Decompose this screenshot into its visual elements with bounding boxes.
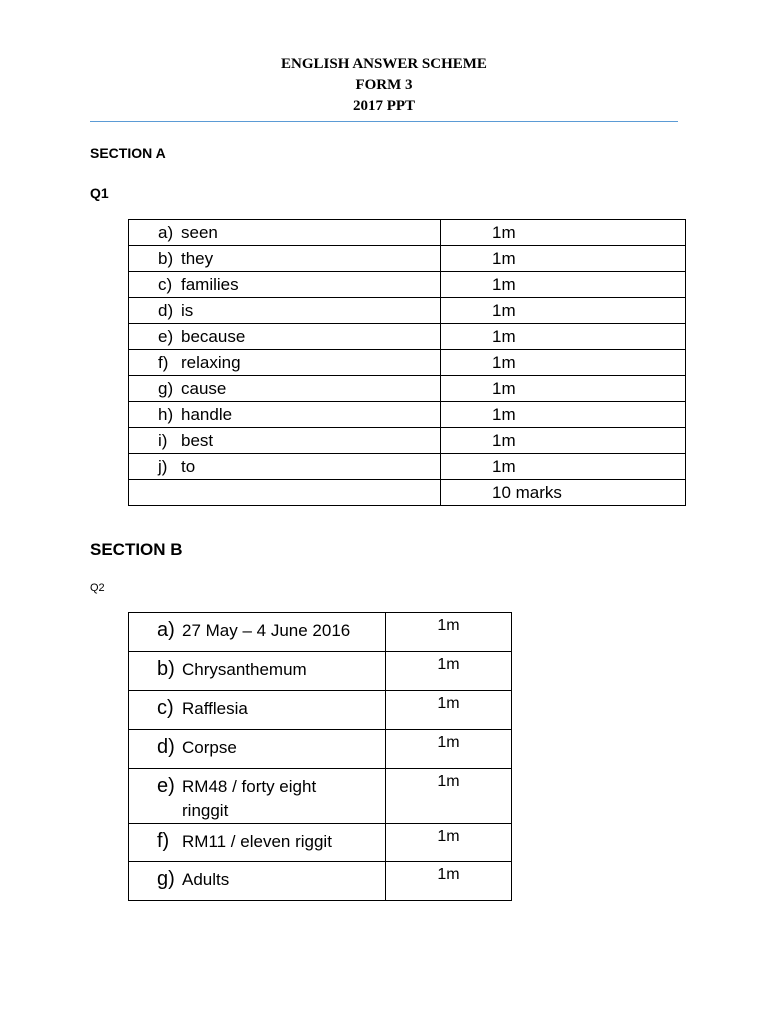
table-row [129, 691, 512, 730]
mark-cell: 1m [386, 824, 512, 862]
item-letter: e) [158, 327, 174, 346]
answer-cell [129, 350, 441, 376]
answer-cell [129, 862, 386, 901]
item-letter: g) [158, 379, 174, 398]
item-letter: d) [158, 301, 174, 320]
table-row [129, 824, 512, 862]
table-row [129, 350, 686, 376]
answer-text: cause [181, 379, 227, 398]
mark-cell: 1m [441, 402, 686, 428]
table-row [129, 220, 686, 246]
item-letter: f) [158, 353, 169, 372]
answer-cell [129, 613, 386, 652]
item-letter: e) [157, 775, 175, 797]
mark-cell: 1m [386, 730, 512, 769]
answer-cell [129, 402, 441, 428]
mark-cell: 1m [386, 613, 512, 652]
answer-cell [129, 376, 441, 402]
answer-text: Chrysanthemum [182, 660, 307, 679]
answer-cell [129, 298, 441, 324]
section-a-heading: SECTION A [90, 145, 166, 161]
item-letter: d) [157, 736, 175, 758]
answer-cell [129, 272, 441, 298]
table-row [129, 324, 686, 350]
mark-cell: 1m [441, 350, 686, 376]
answer-text: RM48 / forty eight [182, 777, 317, 796]
answer-text: Corpse [182, 738, 237, 757]
item-letter: h) [158, 405, 174, 424]
table-row [129, 769, 512, 824]
answer-text-continued: ringgit [182, 801, 229, 820]
mark-cell: 1m [441, 272, 686, 298]
doc-title-line1: ENGLISH ANSWER SCHEME [281, 56, 487, 72]
item-letter: c) [157, 697, 174, 719]
answer-cell [129, 220, 441, 246]
table-row [129, 298, 686, 324]
answer-cell [129, 769, 386, 824]
answer-cell [129, 691, 386, 730]
answer-text: because [181, 327, 246, 346]
mark-cell: 1m [441, 298, 686, 324]
item-letter: a) [158, 223, 174, 242]
table-row [129, 454, 686, 480]
section-b-heading: SECTION B [90, 540, 183, 559]
answer-text: to [181, 457, 196, 476]
table-row [129, 246, 686, 272]
table-row [129, 428, 686, 454]
item-letter: j) [158, 457, 168, 476]
answer-text: RM11 / eleven riggit [182, 832, 332, 851]
table-row [129, 402, 686, 428]
answer-cell [129, 652, 386, 691]
answer-cell [129, 246, 441, 272]
mark-cell: 1m [441, 428, 686, 454]
item-letter: c) [158, 275, 173, 294]
doc-title-line3: 2017 PPT [352, 98, 416, 114]
item-letter: i) [158, 431, 168, 450]
answer-text: seen [181, 223, 218, 242]
answer-text: 27 May – 4 June 2016 [182, 621, 351, 640]
answer-text: they [181, 249, 214, 268]
mark-cell: 1m [441, 246, 686, 272]
q1-answer-table [128, 219, 686, 506]
mark-cell: 1m [441, 376, 686, 402]
item-letter: b) [157, 658, 175, 680]
q2-answer-table [128, 612, 512, 901]
mark-cell: 1m [386, 691, 512, 730]
table-row [129, 862, 512, 901]
mark-cell: 1m [441, 220, 686, 246]
table-row [129, 730, 512, 769]
answer-cell [129, 730, 386, 769]
answer-text: handle [181, 405, 233, 424]
item-letter: b) [158, 249, 174, 268]
empty-cell [129, 480, 441, 506]
answer-text: is [181, 301, 194, 320]
table-row [129, 376, 686, 402]
q1-label: Q1 [90, 185, 109, 201]
mark-cell: 1m [441, 324, 686, 350]
answer-cell [129, 824, 386, 862]
total-row [129, 480, 686, 506]
mark-cell: 1m [386, 862, 512, 901]
doc-title-line2: FORM 3 [355, 77, 413, 93]
mark-cell: 1m [441, 454, 686, 480]
mark-cell: 1m [386, 652, 512, 691]
answer-text: Rafflesia [182, 699, 248, 718]
header-divider [90, 121, 678, 122]
item-letter: a) [157, 619, 175, 641]
answer-text: relaxing [181, 353, 241, 372]
table-row [129, 652, 512, 691]
total-marks: 10 marks [441, 480, 686, 506]
table-row [129, 613, 512, 652]
item-letter: f) [157, 830, 170, 852]
answer-text: families [181, 275, 239, 294]
item-letter: g) [157, 868, 175, 890]
mark-cell: 1m [386, 769, 512, 824]
answer-cell [129, 428, 441, 454]
table-row [129, 272, 686, 298]
answer-cell [129, 324, 441, 350]
answer-text: best [181, 431, 214, 450]
answer-cell [129, 454, 441, 480]
q2-label: Q2 [90, 582, 105, 594]
answer-text: Adults [182, 870, 230, 889]
